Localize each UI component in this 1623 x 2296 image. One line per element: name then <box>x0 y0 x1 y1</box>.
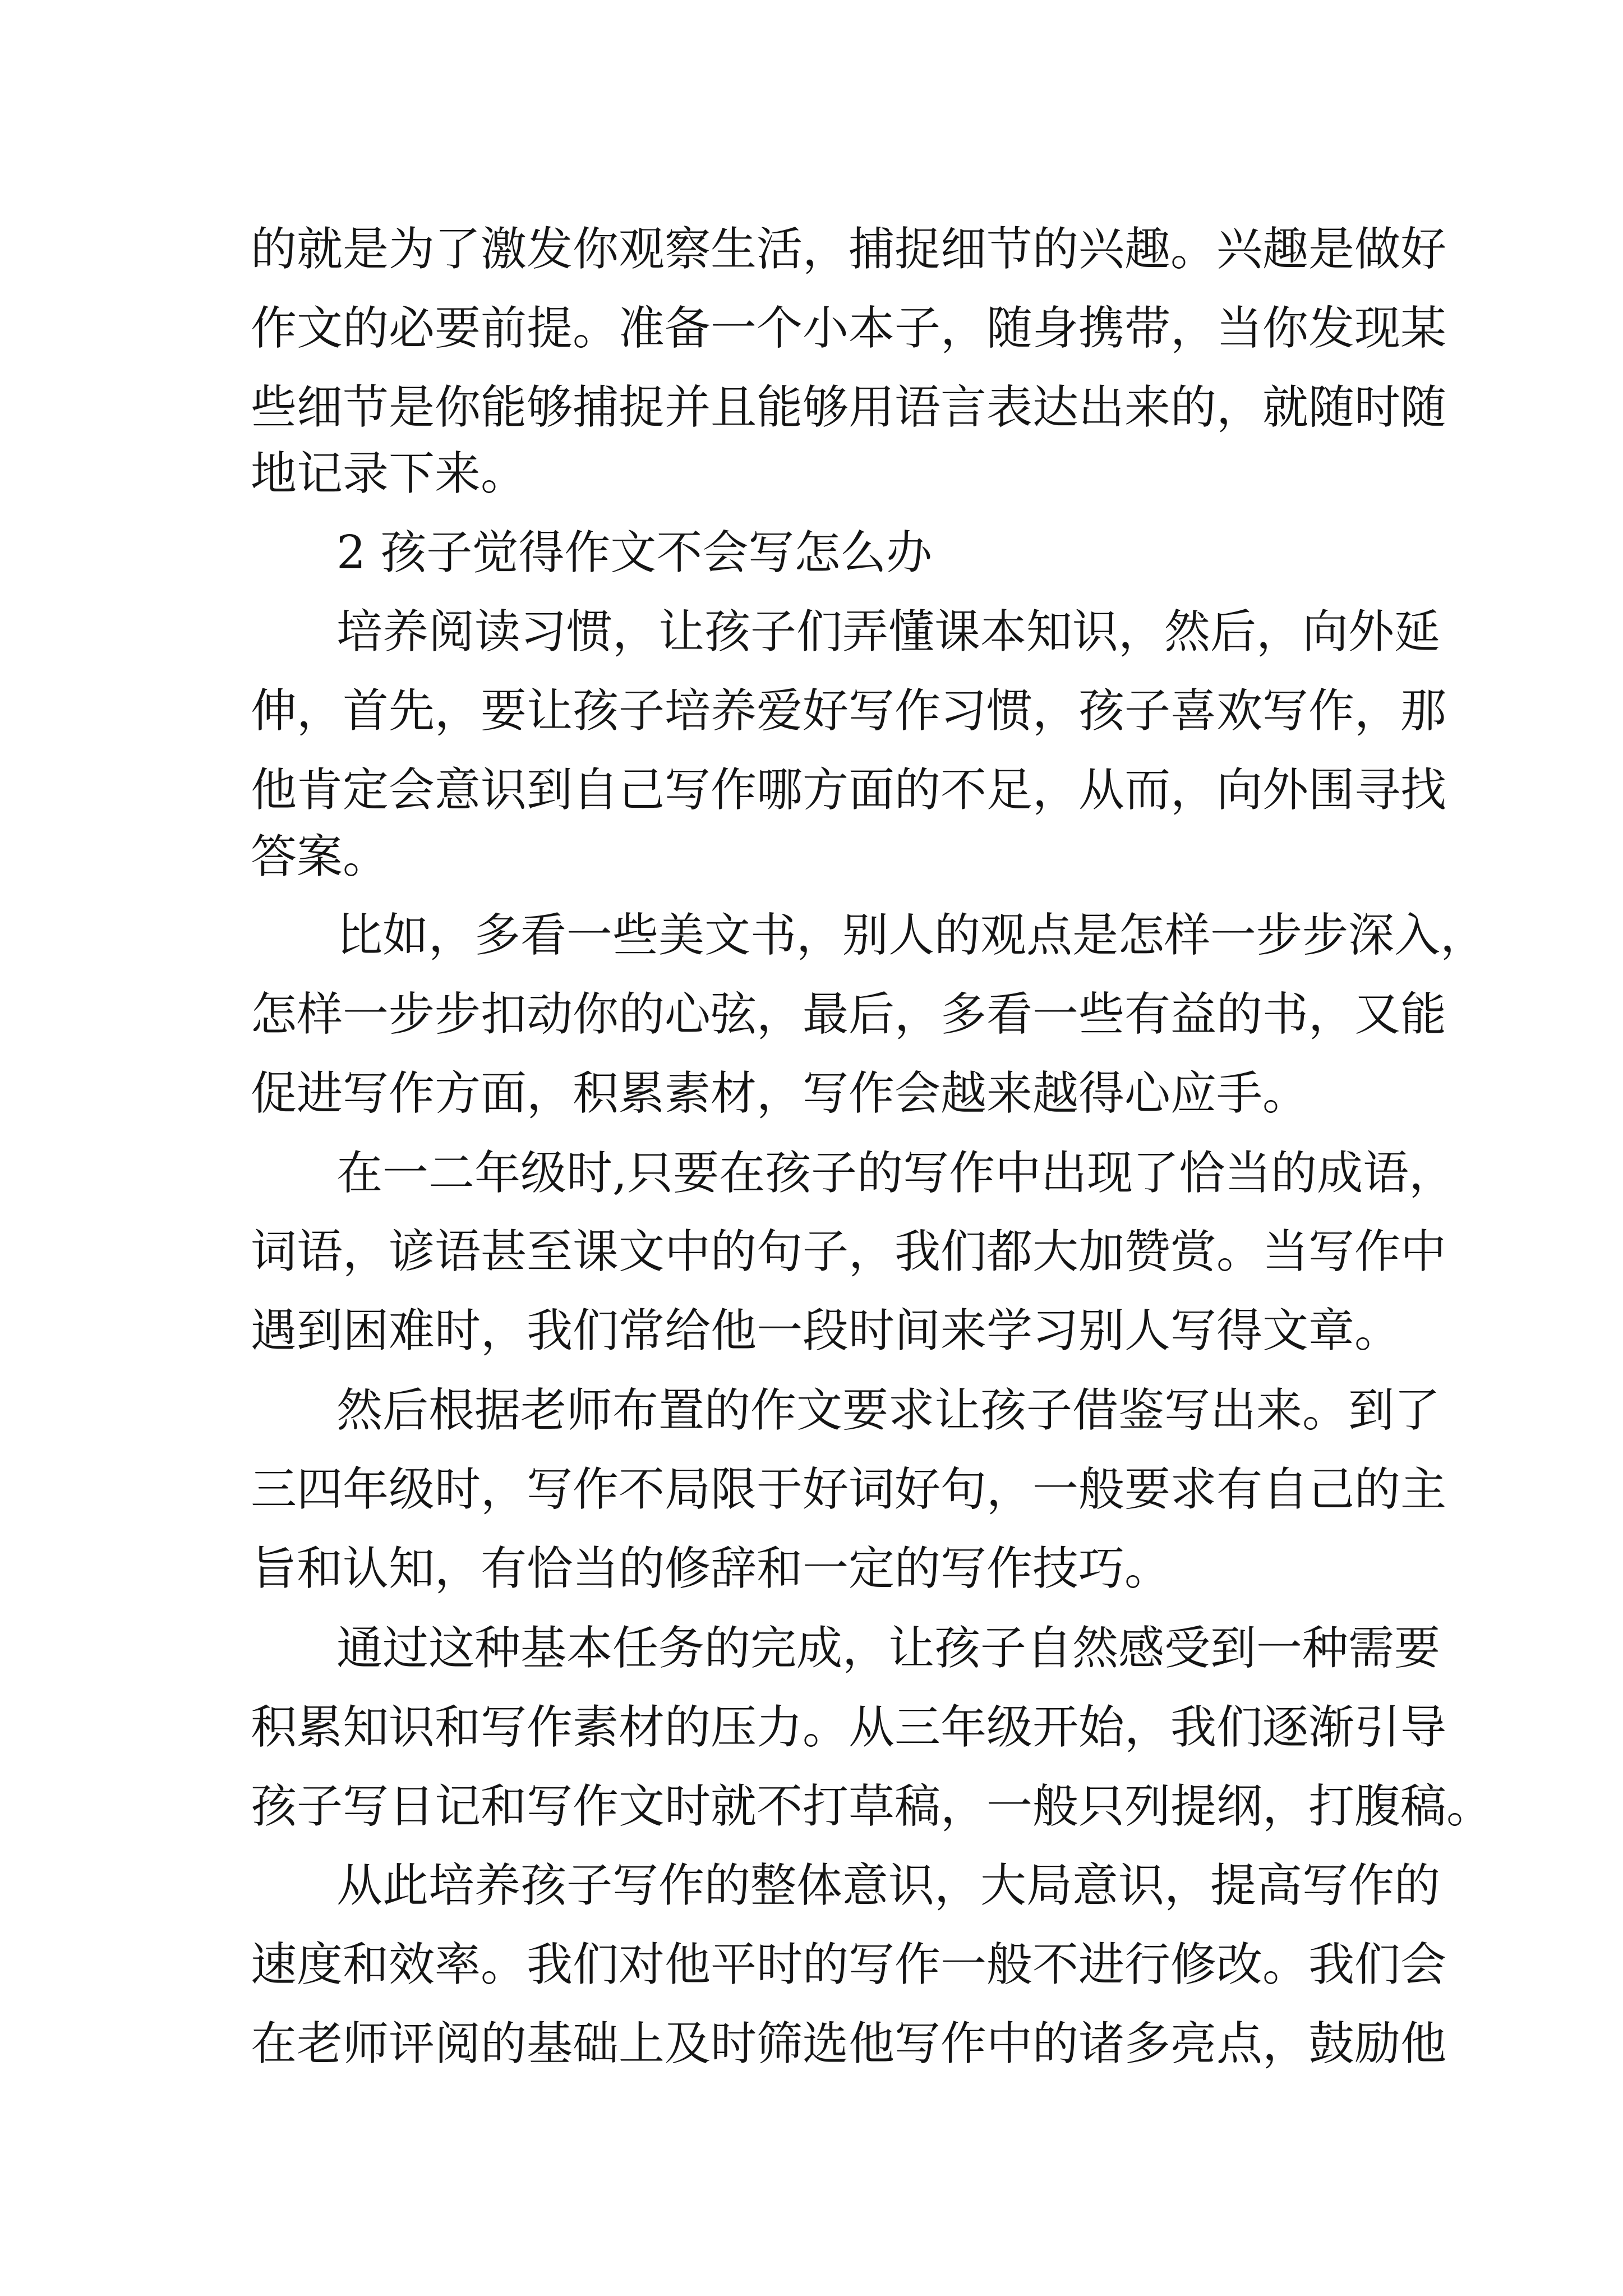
text-line: 速度和效率。我们对他平时的写作一般不进行修改。我们会 <box>251 1938 1447 1991</box>
text-line: 孩子写日记和写作文时就不打草稿，一般只列提纲，打腹稿。 <box>251 1780 1493 1833</box>
section-heading: 2 孩子觉得作文不会写怎么办 <box>336 526 933 579</box>
text-line: 他肯定会意识到自己写作哪方面的不足，从而，向外围寻找 <box>251 763 1447 817</box>
text-line: 三四年级时，写作不局限于好词好句，一般要求有自己的主 <box>251 1463 1447 1516</box>
text-line: 积累知识和写作素材的压力。从三年级开始，我们逐渐引导 <box>251 1701 1447 1754</box>
text-line: 旨和认知，有恰当的修辞和一定的写作技巧。 <box>251 1542 1171 1595</box>
text-line: 在一二年级时,只要在孩子的写作中出现了恰当的成语， <box>336 1147 1455 1200</box>
text-line: 比如，多看一些美文书，别人的观点是怎样一步步深入， <box>336 909 1487 962</box>
text-line: 遇到困难时，我们常给他一段时间来学习别人写得文章。 <box>251 1304 1401 1358</box>
text-line: 培养阅读习惯，让孩子们弄懂课本知识，然后，向外延 <box>336 605 1441 659</box>
text-line: 作文的必要前提。准备一个小本子，随身携带，当你发现某 <box>251 302 1447 355</box>
text-line: 通过这种基本任务的完成，让孩子自然感受到一种需要 <box>336 1622 1441 1675</box>
text-line: 地记录下来。 <box>251 447 527 500</box>
text-line: 些细节是你能够捕捉并且能够用语言表达出来的，就随时随 <box>251 381 1447 434</box>
text-line: 怎样一步步扣动你的心弦，最后，多看一些有益的书，又能 <box>251 988 1447 1041</box>
text-line: 从此培养孩子写作的整体意识，大局意识，提高写作的 <box>336 1859 1441 1912</box>
text-line: 答案。 <box>251 830 389 884</box>
text-line: 然后根据老师布置的作文要求让孩子借鉴写出来。到了 <box>336 1384 1441 1437</box>
text-line: 促进写作方面，积累素材，写作会越来越得心应手。 <box>251 1067 1309 1120</box>
text-line: 在老师评阅的基础上及时筛选他写作中的诸多亮点，鼓励他 <box>251 2017 1447 2070</box>
text-line: 伸，首先，要让孩子培养爱好写作习惯，孩子喜欢写作，那 <box>251 684 1447 738</box>
text-line: 的就是为了激发你观察生活，捕捉细节的兴趣。兴趣是做好 <box>251 223 1447 276</box>
text-line: 词语，谚语甚至课文中的句子，我们都大加赞赏。当写作中 <box>251 1225 1447 1278</box>
